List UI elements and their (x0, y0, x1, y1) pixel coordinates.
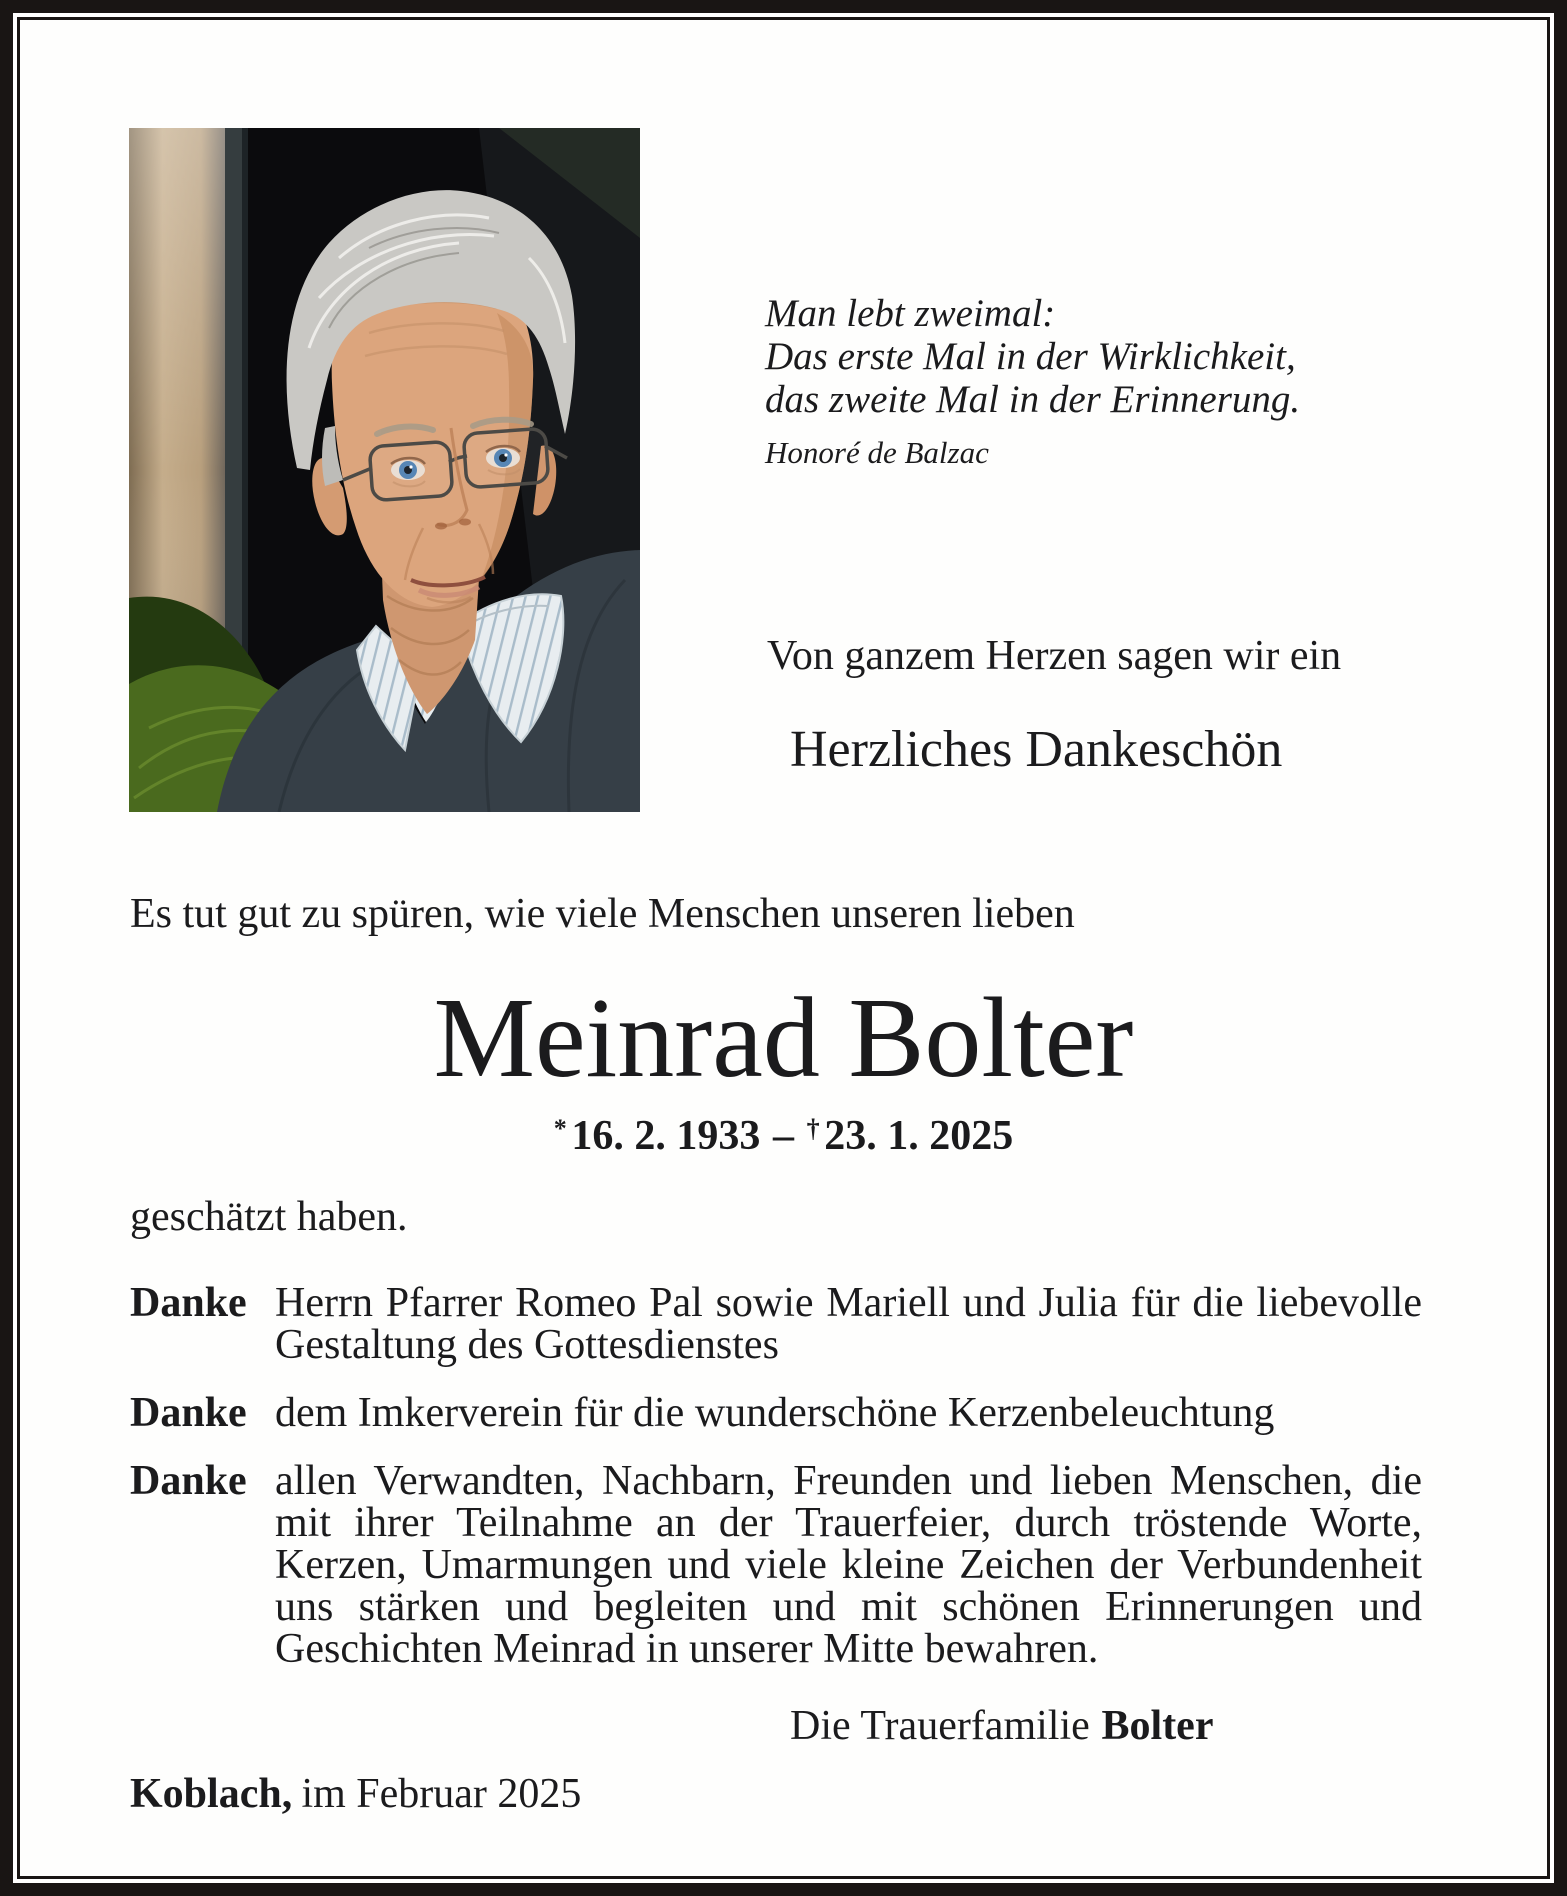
signature-line (790, 1702, 1213, 1750)
thanks-label: Danke (130, 1458, 247, 1504)
quote-attribution: Honoré de Balzac (765, 435, 989, 470)
thanks-text: allen Verwandten, Nachbarn, Freunden und lieben Menschen, die mit ihrer Teilnahme an der Trauerfeier, durch tröstende Worte, Kerzen, Umarmungen und viele kleine Zeichen der Verbundenheit uns stärken und begleiten und mit schönen Erinnerungen und Geschichten Meinrad in unserer Mitte bewahren. (275, 1458, 1422, 1672)
death-symbol: † (806, 1114, 820, 1144)
thanks-item (130, 1392, 1422, 1434)
thanks-text: dem Imkerverein für die wunderschöne Kerzenbeleuchtung (275, 1390, 1275, 1436)
lead-line-end: geschätzt haben. (130, 1194, 408, 1240)
deceased-name: Meinrad Bolter (433, 974, 1134, 1101)
signature-family-name: Bolter (1101, 1703, 1214, 1749)
lead-line: Es tut gut zu spüren, wie viele Menschen unseren lieben (130, 891, 1075, 937)
card-content (17, 17, 1550, 1879)
thanks-item (130, 1460, 1422, 1670)
thanks-item (130, 1282, 1422, 1366)
thanks-headline: Herzliches Dankeschön (790, 721, 1283, 778)
thanks-text: Herrn Pfarrer Romeo Pal sowie Mariell und Julia für die liebevolle Gestaltung des Gottesdienstes (275, 1280, 1422, 1368)
quote-line: Man lebt zweimal: (765, 292, 1056, 335)
frame-gap (13, 13, 1554, 1883)
thanks-list (130, 1282, 1422, 1696)
place: Koblach, (130, 1771, 293, 1817)
thanks-label: Danke (130, 1280, 247, 1326)
thanks-label: Danke (130, 1390, 247, 1436)
thanks-intro-line: Von ganzem Herzen sagen wir ein (767, 633, 1342, 679)
portrait-photo (129, 128, 640, 812)
date: im Februar 2025 (301, 1771, 582, 1817)
portrait-photo-image (129, 128, 640, 812)
dates-separator: – (773, 1113, 794, 1159)
death-date: 23. 1. 2025 (824, 1113, 1014, 1159)
signature-prefix: Die Trauerfamilie (790, 1703, 1090, 1749)
birth-symbol: * (553, 1114, 567, 1144)
quote-block (765, 292, 1300, 474)
life-dates (20, 1112, 1547, 1160)
place-date-line (130, 1770, 581, 1818)
quote-line: das zweite Mal in der Erinnerung. (765, 378, 1301, 421)
quote-line: Das erste Mal in der Wirklichkeit, (765, 335, 1296, 378)
birth-date: 16. 2. 1933 (571, 1113, 761, 1159)
